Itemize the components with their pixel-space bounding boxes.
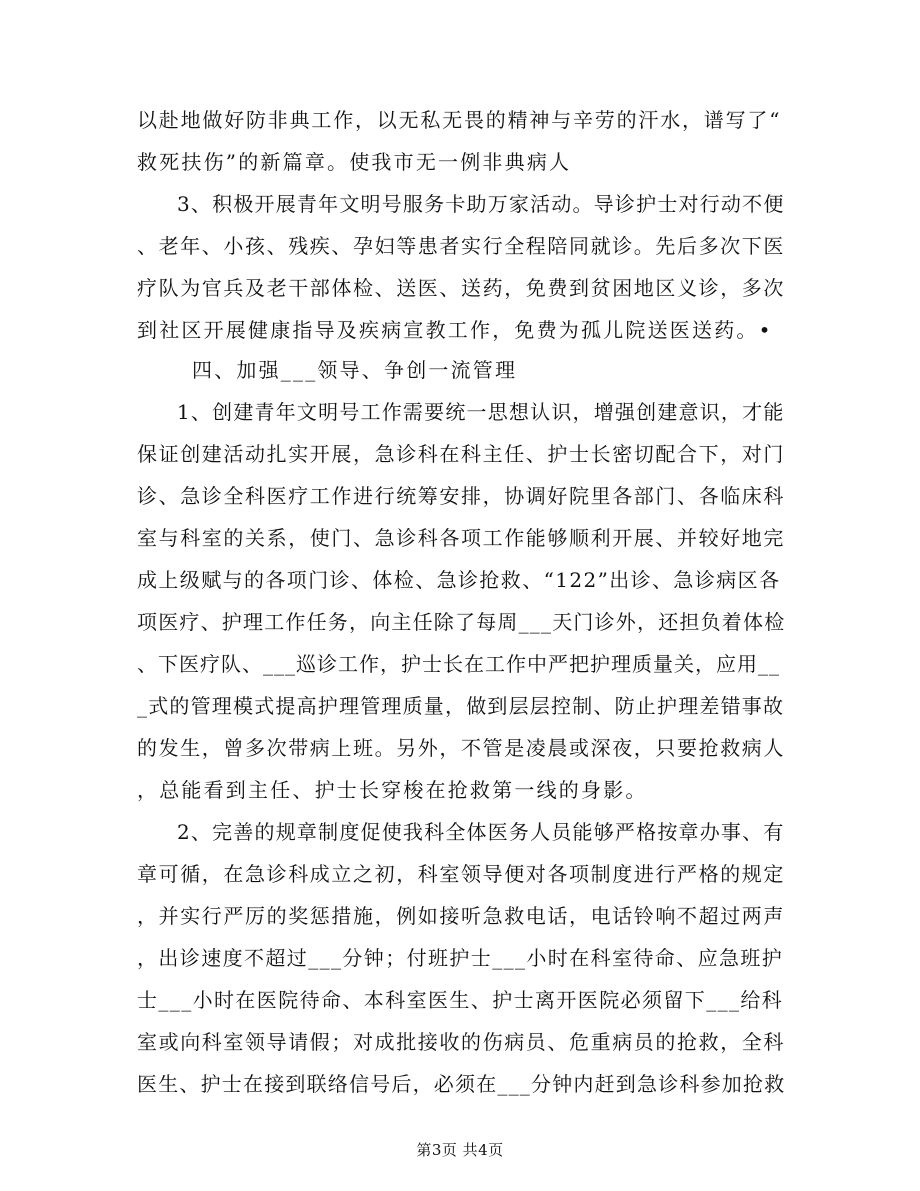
body-text-line: 的发生，曾多次带病上班。另外，不管是凌晨或深夜，只要抢救病人 [137,736,785,760]
page-number-footer: 第3页 共4页 [416,1141,504,1159]
body-text-line: 、下医疗队、___巡诊工作，护士长在工作中严把护理质量关，应用__ [137,652,780,676]
body-text-line: 室与科室的关系，使门、急诊科各项工作能够顺利开展、并较好地完 [137,526,785,550]
body-text-line: 室或向科室领导请假；对成批接收的伤病员、危重病员的抢救，全科 [137,1030,785,1054]
body-text-line: 诊、急诊全科医疗工作进行统筹安排，协调好院里各部门、各临床科 [137,484,785,508]
body-text-line: 医生、护士在接到联络信号后，必须在___分钟内赶到急诊科参加抢救 [137,1072,786,1096]
body-text-line: 3、积极开展青年文明号服务卡助万家活动。导诊护士对行动不便 [177,192,785,216]
section-heading: 四、加强___领导、争创一流管理 [192,358,518,382]
body-text-line: 章可循，在急诊科成立之初，科室领导便对各项制度进行严格的规定 [137,862,785,886]
body-text-line: 2、完善的规章制度促使我科全体医务人员能够严格按章办事、有 [177,820,785,844]
body-text-line: 、老年、小孩、残疾、孕妇等患者实行全程陪同就诊。先后多次下医 [137,234,785,258]
body-text-line: _式的管理模式提高护理管理质量，做到层层控制、防止护理差错事故 [137,694,785,718]
body-text-line: 救死扶伤”的新篇章。使我市无一例非典病人 [137,150,572,174]
body-text-line: ，总能看到主任、护士长穿梭在抢救第一线的身影。 [137,778,648,802]
body-text-line: 项医疗、护理工作任务，向主任除了每周___天门诊外，还担负着体检 [137,610,786,634]
body-text-line: 成上级赋与的各项门诊、体检、急诊抢救、“122”出诊、急诊病区各 [137,568,781,592]
body-text-line: 保证创建活动扎实开展，急诊科在科主任、护士长密切配合下，对门 [137,442,785,466]
body-text-line: ，出诊速度不超过___分钟；付班护士___小时在科室待命、应急班护 [137,946,784,970]
body-text-line: 士___小时在医院待命、本科室医生、护士离开医院必须留下___给科 [137,988,784,1012]
body-text-line: 疗队为官兵及老干部体检、送医、送药，免费到贫困地区义诊，多次 [137,276,785,300]
body-text-line: ，并实行严厉的奖惩措施，例如接听急救电话，电话铃响不超过两声 [137,904,785,928]
body-text-line: 到社区开展健康指导及疾病宣教工作，免费为孤儿院送医送药。• [137,318,773,342]
body-text-line: 1、创建青年文明号工作需要统一思想认识，增强创建意识，才能 [177,400,785,424]
body-text-line: 以赴地做好防非典工作，以无私无畏的精神与辛劳的汗水，谱写了“ [137,108,782,132]
